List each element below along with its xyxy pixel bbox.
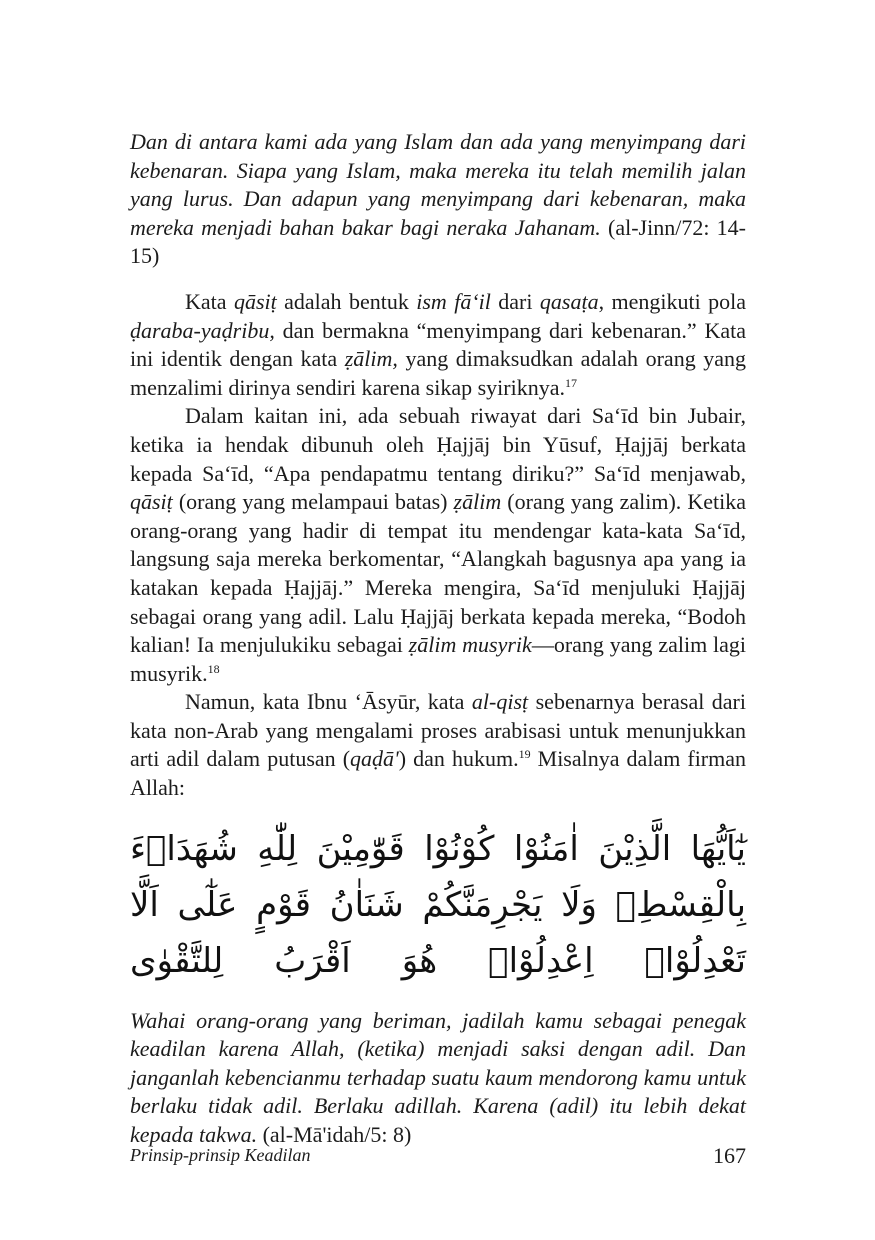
text-span: sebenarnya berasal dari kata non-Arab yang mengalami proses arabisasi untuk menunjukkan arti adil dalam putusan ( [130, 689, 746, 772]
text-span: yang dimaksudkan adalah orang yang menzalimi dirinya sendiri karena sikap syiriknya. [130, 346, 747, 400]
text-span: Namun, kata Ibnu ‘Āsyūr, kata [185, 689, 472, 715]
term-qasata: qasaṭa [539, 288, 599, 314]
term-daraba: ḍaraba-yaḍribu, [130, 317, 275, 343]
page-footer [130, 1145, 746, 1175]
paragraph-ibnu-asyur [130, 688, 746, 802]
term-qasit: qāsiṭ [130, 489, 173, 515]
text-span: Misalnya dalam firman Allah: [130, 746, 747, 801]
term-qasit: qāsiṭ [233, 288, 277, 314]
running-title: Prinsip-prinsip Keadilan [130, 1145, 311, 1165]
quote-translation-maidah [130, 1007, 746, 1150]
quote-translation-jinn [130, 128, 746, 271]
text-span: adalah bentuk [276, 288, 417, 314]
paragraph-qasit [130, 288, 746, 402]
quote-reference: (al-Mā'idah/5: 8) [262, 1122, 412, 1148]
text-span: (orang yang zalim). Ketika orang-orang yang hadir di tempat itu mendengar kata-kata Sa‘īd, langsung saja mereka berkomentar, “Alangkah bagusnya apa yang ia katakan kepada Ḥajjāj.” Mereka mengira, Sa‘īd menjuluki Ḥajjāj sebagai orang yang adil. Lalu Ḥajjāj berkata kepada mereka, “Bodoh kalian! Ia menjulukiku sebagai [130, 489, 746, 658]
term-zalim-musyrik: ẓālim musyrik [408, 632, 532, 658]
footnote-ref-19[interactable]: 19 [518, 747, 531, 762]
text-span: dan bermakna “menyimpang dari kebenaran.” Kata ini identik dengan kata [130, 317, 746, 372]
footnote-ref-17[interactable]: 17 [564, 375, 577, 390]
page-number: 167 [713, 1143, 746, 1168]
footnote-ref-18[interactable]: 18 [207, 661, 220, 676]
paragraph-said-bin-jubair [130, 402, 746, 688]
quran-verse-arabic: يٰٓاَيُّهَا الَّذِيْنَ اٰمَنُوْا كُوْنُوْا قَوّٰمِيْنَ لِلّٰهِ شُهَدَاۤءَ بِالْقِسْطِۖ وَلَا يَجْرِمَنَّكُمْ شَنَاٰنُ قَوْمٍ عَلٰٓى اَلَّا تَعْدِلُوْاۗ اِعْدِلُوْاۗ هُوَ اَقْرَبُ لِلتَّقْوٰى [130, 828, 746, 981]
text-span: (orang yang melampaui batas) [172, 489, 454, 515]
term-ism-fail: ism fā‘il [416, 288, 491, 314]
quote-text: Wahai orang-orang yang beriman, jadilah kamu sebagai penegak keadilan karena Allah, (ketika) menjadi saksi dengan adil. Dan janganlah kebencianmu terhadap suatu kaum mendorong kamu untuk berlaku tidak adil. Berlaku adillah. Karena (adil) itu lebih dekat kepada takwa. [130, 1007, 746, 1148]
text-span: Kata [185, 288, 234, 314]
page-body [130, 128, 746, 1150]
term-al-qist: al-qisṭ [471, 689, 529, 715]
text-span: Dalam kaitan ini, ada sebuah riwayat dari Sa‘īd bin Jubair, ketika ia hendak dibunuh oleh Ḥajjāj bin Yūsuf, Ḥajjāj berkata kepada Sa‘īd, “Apa pendapatmu tentang diriku?” Sa‘īd menjawab, [130, 403, 746, 486]
term-zalim: ẓālim [453, 489, 502, 515]
quote-reference: (al-Jinn/72: 14-15) [130, 214, 746, 269]
text-span: —orang yang zalim lagi musyrik. [130, 632, 746, 686]
quote-text: Dan di antara kami ada yang Islam dan ada yang menyimpang dari kebenaran. Siapa yang Islam, maka mereka itu telah memilih jalan yang lurus. Dan adapun yang menyimpang dari kebenaran, maka mereka menjadi bahan bakar bagi neraka Jahanam. [130, 129, 746, 240]
term-qada: qaḍā' [350, 746, 399, 772]
text-span: ) dan hukum. [398, 746, 519, 772]
term-zalim: ẓālim, [344, 346, 398, 372]
text-span: dari [490, 288, 540, 314]
text-span: , mengikuti pola [598, 288, 746, 314]
